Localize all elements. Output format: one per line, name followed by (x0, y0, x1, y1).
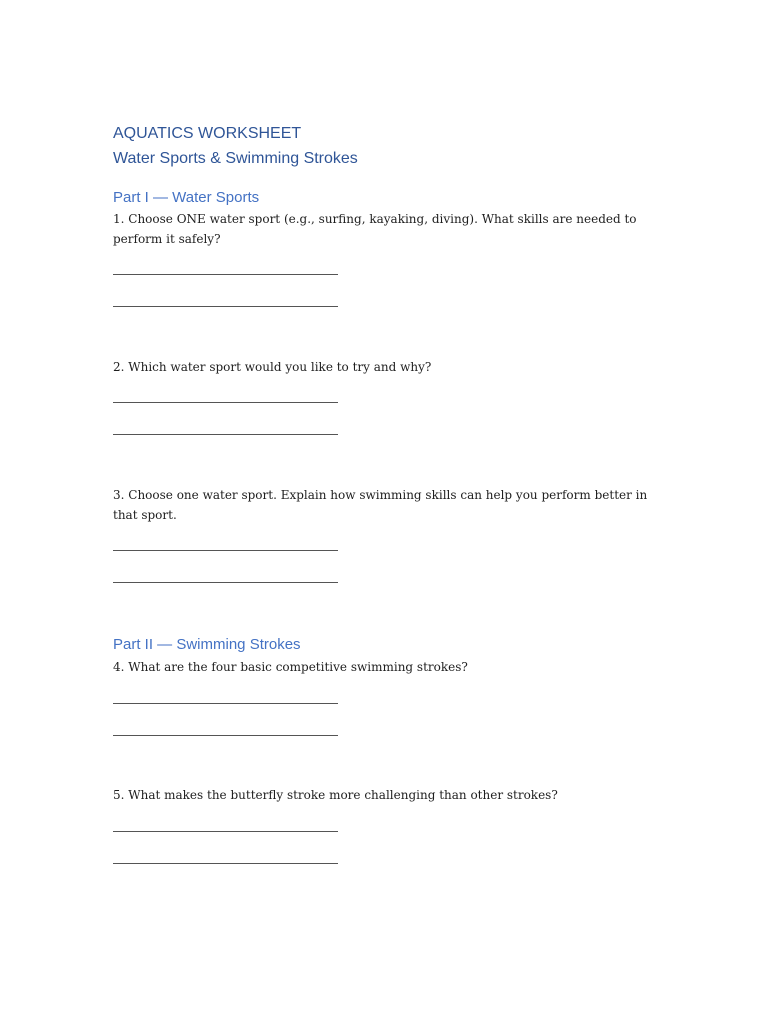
answer-line-4b (113, 735, 338, 736)
worksheet-title: AQUATICS WORKSHEET (113, 125, 302, 142)
answer-line-5a (113, 831, 338, 832)
question-3: 3. Choose one water sport. Explain how swimming skills can help you perform better in that sport. (113, 488, 648, 522)
answer-line-3a (113, 550, 338, 551)
answer-line-1b (113, 306, 338, 307)
answer-line-3b (113, 582, 338, 583)
question-4: 4. What are the four basic competitive swimming strokes? (113, 660, 468, 674)
question-1: 1. Choose ONE water sport (e.g., surfing, kayaking, diving). What skills are needed to perform it safely? (113, 212, 637, 246)
answer-line-2b (113, 434, 338, 435)
answer-line-4a (113, 703, 338, 704)
worksheet-subtitle: Water Sports & Swimming Strokes (113, 150, 358, 167)
question-5: 5. What makes the butterfly stroke more challenging than other strokes? (113, 788, 558, 802)
answer-line-1a (113, 274, 338, 275)
part-1-heading: Part I — Water Sports (113, 189, 260, 206)
part-2-heading: Part II — Swimming Strokes (113, 636, 301, 653)
question-2: 2. Which water sport would you like to try and why? (113, 360, 432, 374)
answer-line-2a (113, 402, 338, 403)
answer-line-5b (113, 863, 338, 864)
